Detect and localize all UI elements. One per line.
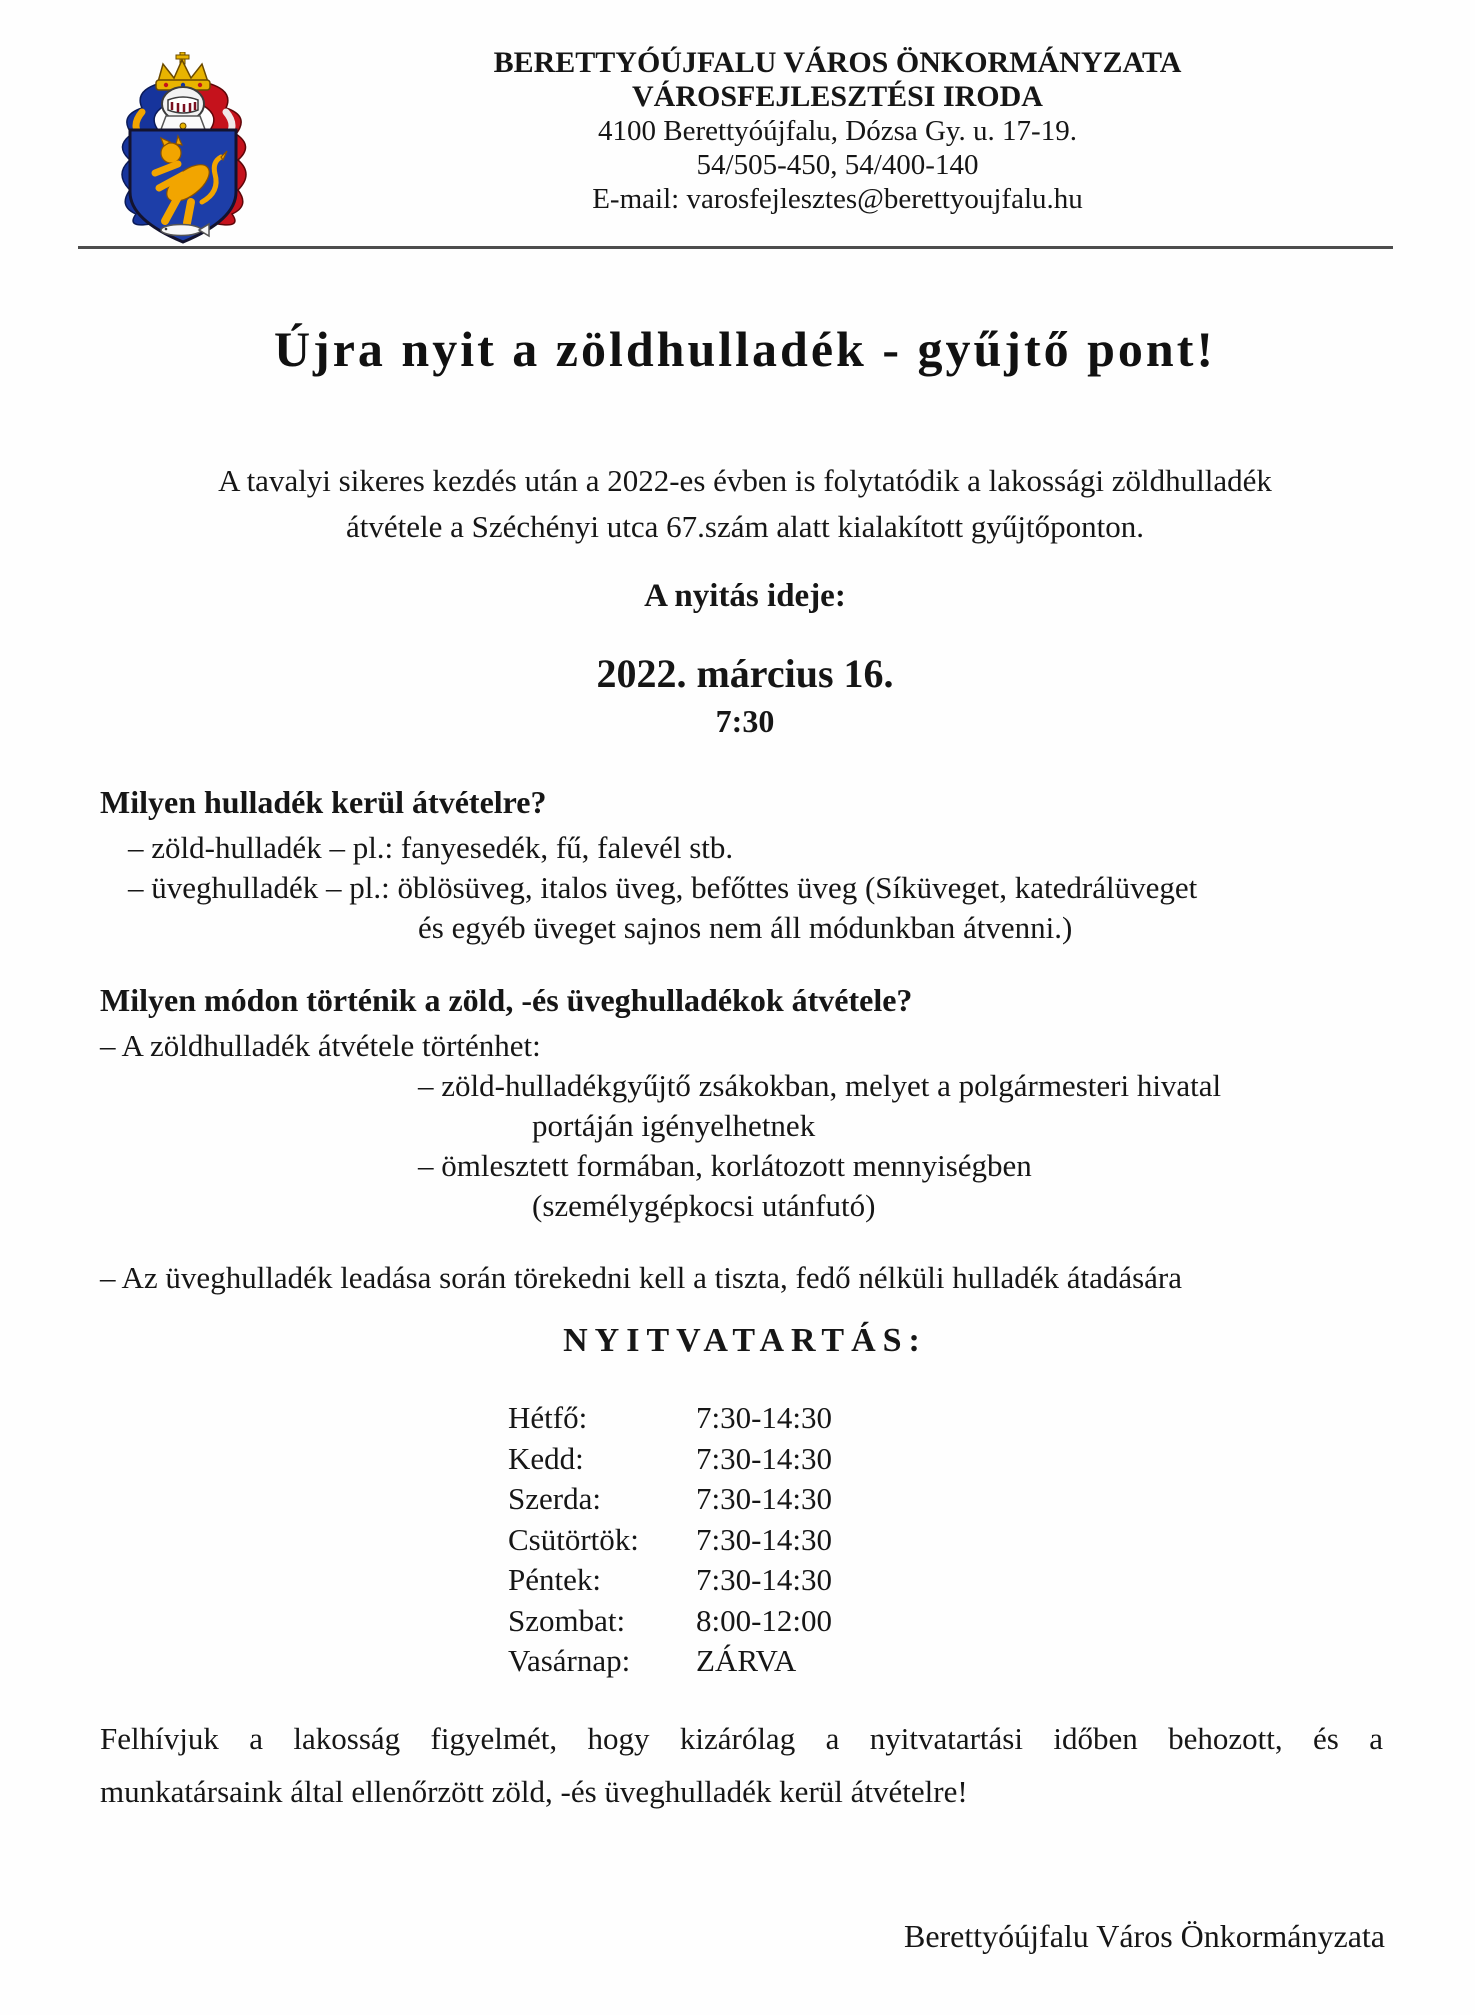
header-divider: [78, 246, 1393, 249]
time-value: 7:30-14:30: [696, 1440, 833, 1476]
list-item-glass-waste: – üveghulladék – pl.: öblösüveg, italos üveg, befőttes üveg (Síküveget, katedrálüveget: [128, 870, 1198, 905]
hours-row: [508, 1520, 832, 1561]
list-item-green-waste: – zöld-hulladék – pl.: fanyesedék, fű, falevél stb.: [128, 830, 734, 865]
time-value: 7:30-14:30: [696, 1521, 833, 1557]
time-value: 7:30-14:30: [696, 1481, 833, 1516]
org-address: 4100 Berettyóújfalu, Dózsa Gy. u. 17-19.: [598, 115, 1077, 147]
crown-icon: [158, 60, 208, 82]
office-name: VÁROSFEJLESZTÉSI IRODA: [632, 80, 1043, 113]
section-method-heading: Milyen módon történik a zöld, -és üveghulladékok átvétele?: [100, 982, 913, 1018]
letterhead: [285, 46, 1390, 216]
coat-of-arms-icon: [98, 52, 270, 248]
section-waste-types: [100, 782, 1390, 948]
section-waste-types-heading: Milyen hulladék kerül átvételre?: [100, 784, 547, 820]
day-label: Szombat:: [508, 1602, 626, 1638]
hours-row: [508, 1398, 832, 1439]
day-label: Csütörtök:: [508, 1521, 639, 1557]
time-value: 7:30-14:30: [696, 1562, 833, 1597]
day-label: Vasárnap:: [508, 1643, 631, 1678]
day-label: Szerda:: [508, 1481, 601, 1516]
hours-row: [508, 1479, 832, 1520]
hours-heading: NYITVATARTÁS:: [563, 1322, 927, 1359]
day-label: Kedd:: [508, 1440, 584, 1476]
time-value: 7:30-14:30: [696, 1400, 833, 1435]
time-value: 8:00-12:00: [696, 1602, 833, 1638]
method-item-bags-cont: portáján igényelhetnek: [532, 1108, 816, 1143]
opening-time: 7:30: [715, 703, 775, 739]
notice-line-1: Felhívjuk a lakosság figyelmét, hogy kizárólag a nyitvatartási időben behozott, és a: [100, 1721, 1383, 1756]
notice-line-2: munkatársaink által ellenőrzött zöld, -és üveghulladék kerül átvételre!: [100, 1774, 968, 1809]
hours-row: [508, 1601, 832, 1642]
opening-heading: A nyitás ideje:: [644, 578, 846, 614]
document-title: Újra nyit a zöldhulladék - gyűjtő pont!: [273, 321, 1217, 377]
footer-signature: Berettyóújfalu Város Önkormányzata: [903, 1918, 1385, 1954]
method-item-bags: – zöld-hulladékgyűjtő zsákokban, melyet a polgármesteri hivatal: [418, 1068, 1222, 1103]
day-label: Péntek:: [508, 1562, 601, 1597]
org-phones: 54/505-450, 54/400-140: [696, 149, 979, 181]
time-value: ZÁRVA: [696, 1643, 797, 1678]
org-email: E-mail: varosfejlesztes@berettyoujfalu.hu: [592, 183, 1083, 215]
method-item-bulk: – ömlesztett formában, korlátozott mennyiségben: [418, 1148, 1032, 1183]
method-item-bulk-cont: (személygépkocsi utánfutó): [532, 1188, 876, 1223]
notice-paragraph: [100, 1712, 1383, 1818]
hours-row: [508, 1439, 832, 1480]
intro-paragraph: [110, 458, 1380, 550]
list-item-glass-waste-cont: és egyéb üveget sajnos nem áll módunkban átvenni.): [418, 910, 1073, 945]
intro-line-2: átvétele a Széchényi utca 67.szám alatt kialakított gyűjtőponton.: [346, 509, 1144, 544]
day-label: Hétfő:: [508, 1400, 588, 1435]
glass-note: – Az üveghulladék leadása során törekedni kell a tiszta, fedő nélküli hulladék átadására: [100, 1260, 1183, 1295]
hours-row: [508, 1560, 832, 1601]
org-name: BERETTYÓÚJFALU VÁROS ÖNKORMÁNYZATA: [493, 46, 1182, 79]
hours-row: [508, 1641, 832, 1682]
method-intro: – A zöldhulladék átvétele történhet:: [100, 1028, 541, 1063]
opening-date: 2022. március 16.: [596, 651, 894, 696]
section-method: [100, 980, 1390, 1226]
intro-line-1: A tavalyi sikeres kezdés után a 2022-es évben is folytatódik a lakossági zöldhulladék: [218, 463, 1272, 498]
hours-table: [508, 1398, 832, 1682]
